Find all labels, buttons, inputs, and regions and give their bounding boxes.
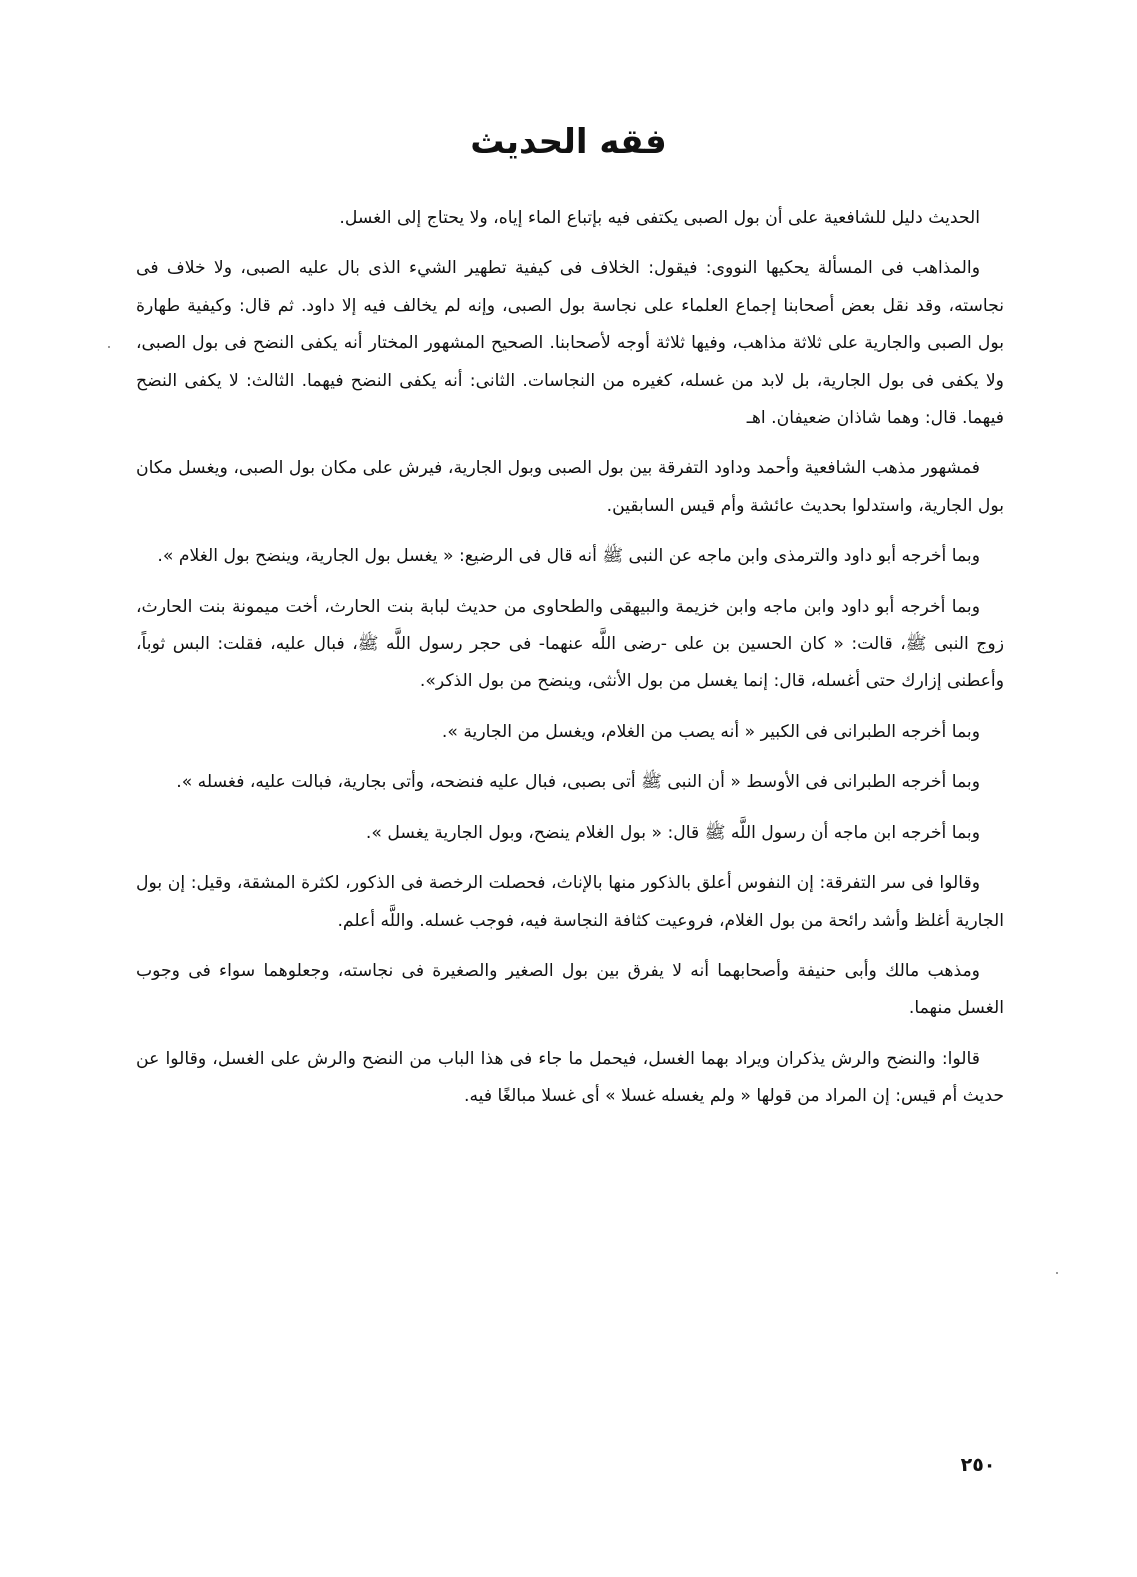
- paragraph: والمذاهب فى المسألة يحكيها النووى: فيقول: الخلاف فى كيفية تطهير الشيء الذى بال عليه الصبى، ولا خلاف فى نجاسته، وقد نقل بعض أصحابنا إجماع العلماء على نجاسة بول الصبى، وإنه لم يخالف فيه إلا داود. ثم قال: وكيفية طهارة بول الصبى والجارية على ثلاثة مذاهب، وفيها ثلاثة أوجه لأصحابنا. الصحيح المشهور المختار أنه يكفى النضح فى بول الصبى، ولا يكفى فى بول الجارية، بل لابد من غسله، كغيره من النجاسات. الثانى: أنه يكفى النضح فيهما. الثالث: لا يكفى النضح فيهما. قال: وهما شاذان ضعيفان. اهـ: [136, 258, 1004, 429]
- paragraph: الحديث دليل للشافعية على أن بول الصبى يكتفى فيه بإتباع الماء إياه، ولا يحتاج إلى الغسل.: [339, 208, 980, 228]
- paragraph: فمشهور مذهب الشافعية وأحمد وداود التفرقة بين بول الصبى وبول الجارية، فيرش على مكان بول الصبى، ويغسل مكان بول الجارية، واستدلوا بحديث عائشة وأم قيس السابقين.: [136, 458, 1004, 516]
- paragraph: وبما أخرجه أبو داود وابن ماجه وابن خزيمة والبيهقى والطحاوى من حديث لبابة بنت الحارث، أخت ميمونة بنت الحارث، زوج النبى ﷺ، قالت: « كان الحسين بن على -رضى اللَّه عنهما- فى حجر رسول اللَّه ﷺ، فبال عليه، فقلت: البس ثوباً، وأعطنى إزارك حتى أغسله، قال: إنما يغسل من بول الأنثى، وينضح من بول الذكر».: [136, 596, 1004, 692]
- paragraph: وبما أخرجه الطبرانى فى الأوسط « أن النبى ﷺ أتى بصبى، فبال عليه فنضحه، وأتى بجارية، فبالت عليه، فغسله ».: [176, 772, 980, 793]
- page-title: فقه الحديث: [470, 122, 667, 162]
- scan-speck: [108, 346, 110, 348]
- body-text: [136, 200, 1004, 1129]
- paragraph: وبما أخرجه الطبرانى فى الكبير « أنه يصب من الغلام، ويغسل من الجارية ».: [441, 721, 980, 742]
- paragraph: وقالوا فى سر التفرقة: إن النفوس أعلق بالذكور منها بالإناث، فحصلت الرخصة فى الذكور، لكثرة المشقة، وقيل: إن بول الجارية أغلظ وأشد رائحة من بول الغلام، فروعيت كثافة النجاسة فيه، فوجب غسله. واللَّه أعلم.: [136, 873, 1004, 931]
- paragraph: وبما أخرجه ابن ماجه أن رسول اللَّه ﷺ قال: « بول الغلام ينضح، وبول الجارية يغسل ».: [365, 822, 980, 843]
- paragraph: ومذهب مالك وأبى حنيفة وأصحابهما أنه لا يفرق بين بول الصغير والصغيرة فى نجاسته، وجعلوهما سواء فى وجوب الغسل منهما.: [136, 960, 1004, 1019]
- scan-speck: [1056, 1272, 1058, 1274]
- paragraph: قالوا: والنضح والرش يذكران ويراد بهما الغسل، فيحمل ما جاء فى هذا الباب من النضح والرش على الغسل، وقالوا عن حديث أم قيس: إن المراد من قولها « ولم يغسله غسلا » أى غسلا مبالغًا فيه.: [136, 1048, 1004, 1107]
- paragraph: وبما أخرجه أبو داود والترمذى وابن ماجه عن النبى ﷺ أنه قال فى الرضيع: « يغسل بول الجارية، وينضح بول الغلام ».: [157, 546, 980, 567]
- page-number: ٢٥٠: [960, 1454, 996, 1476]
